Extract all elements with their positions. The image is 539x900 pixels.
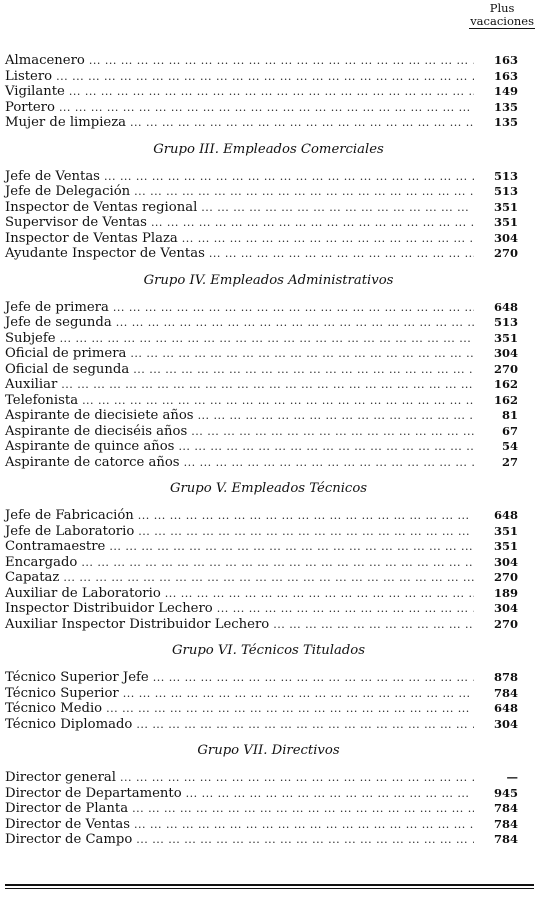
dot-leader [106, 701, 474, 717]
table-row [5, 377, 518, 393]
table-row [5, 100, 518, 116]
plus-vacaciones-value: 54 [501, 439, 518, 453]
job-title: Almacenero [5, 53, 85, 68]
dot-leader [81, 555, 474, 571]
job-title: Aspirante de dieciséis años [5, 423, 188, 439]
job-title: Vigilante [5, 84, 65, 99]
table-row [5, 701, 518, 717]
job-title: Oficial de segunda [5, 361, 130, 377]
plus-vacaciones-value: 270 [493, 616, 518, 631]
table-row [5, 539, 518, 555]
dot-leader [89, 53, 474, 69]
job-title: Mujer de limpieza [5, 115, 127, 130]
plus-vacaciones-value: 513 [493, 184, 518, 198]
plus-vacaciones-value: 81 [501, 408, 518, 422]
dot-leader [113, 300, 474, 316]
plus-vacaciones-value: 784 [493, 801, 518, 815]
dot-leader [186, 786, 474, 802]
table-row [5, 331, 518, 347]
column-header [469, 2, 535, 29]
job-title: Técnico Superior [5, 685, 119, 701]
dot-leader [63, 570, 474, 586]
dot-leader [178, 439, 474, 455]
job-title: Director de Departamento [5, 785, 182, 801]
table-row [5, 817, 518, 833]
dot-leader [153, 670, 474, 686]
table-row [5, 231, 518, 247]
plus-vacaciones-value: 304 [493, 346, 518, 360]
job-title: Auxiliar [5, 377, 58, 392]
plus-vacaciones-value: 513 [493, 315, 518, 329]
plus-vacaciones-value: 351 [493, 539, 518, 553]
column-header-line2: vacaciones [470, 14, 534, 28]
dot-leader [273, 617, 474, 633]
table-row [5, 362, 518, 378]
table-row [5, 570, 518, 586]
dot-leader [209, 246, 474, 262]
job-title: Oficial de primera [5, 346, 127, 361]
table-row [5, 115, 518, 131]
dot-leader [198, 408, 474, 424]
job-title: Aspirante de diecisiete años [5, 408, 194, 423]
dot-leader [217, 601, 474, 617]
table-row [5, 84, 518, 100]
salary-table [5, 53, 518, 848]
job-title: Director general [5, 770, 116, 785]
job-title: Director de Campo [5, 832, 133, 847]
plus-vacaciones-value: 351 [493, 523, 518, 538]
table-row [5, 555, 518, 571]
plus-vacaciones-value: 784 [493, 816, 518, 831]
plus-vacaciones-value: 784 [493, 832, 518, 846]
plus-vacaciones-value: 513 [493, 168, 518, 183]
plus-vacaciones-value: 189 [493, 585, 518, 600]
job-title: Jefe de primera [5, 299, 109, 315]
dot-leader [201, 200, 474, 216]
job-title: Portero [5, 99, 55, 115]
plus-vacaciones-value: 27 [501, 454, 518, 469]
plus-vacaciones-value: 304 [493, 601, 518, 615]
table-row [5, 832, 518, 848]
dot-leader [120, 770, 474, 786]
dot-leader [133, 362, 474, 378]
dot-leader [109, 539, 474, 555]
plus-vacaciones-value: 162 [493, 377, 518, 391]
dot-leader [138, 524, 474, 540]
table-row [5, 617, 518, 633]
table-row [5, 524, 518, 540]
plus-vacaciones-value: 304 [493, 554, 518, 569]
job-title: Jefe de Ventas [5, 168, 100, 184]
table-row [5, 315, 518, 331]
table-row [5, 393, 518, 409]
job-title: Encargado [5, 554, 78, 570]
table-row [5, 686, 518, 702]
table-row [5, 770, 518, 786]
job-title: Capataz [5, 570, 60, 585]
job-title: Aspirante de catorce años [5, 454, 180, 470]
dot-leader [134, 184, 474, 200]
dot-leader [116, 315, 474, 331]
job-title: Técnico Superior Jefe [5, 670, 149, 685]
job-title: Director de Planta [5, 801, 129, 816]
job-title: Inspector Distribuidor Lechero [5, 601, 213, 616]
job-title: Jefe de segunda [5, 315, 112, 330]
job-title: Jefe de Fabricación [5, 508, 134, 523]
plus-vacaciones-value: 270 [493, 361, 518, 376]
dot-leader [138, 508, 474, 524]
dot-leader [123, 686, 474, 702]
plus-vacaciones-value: 945 [493, 785, 518, 800]
plus-vacaciones-value: 270 [493, 570, 518, 584]
job-title: Aspirante de quince años [5, 439, 175, 454]
job-title: Auxiliar de Laboratorio [5, 585, 161, 601]
plus-vacaciones-value: 648 [493, 701, 518, 715]
plus-vacaciones-value: 162 [493, 392, 518, 407]
table-row [5, 53, 518, 69]
dot-leader [132, 801, 474, 817]
dot-leader [60, 331, 474, 347]
table-row [5, 169, 518, 185]
table-row [5, 246, 518, 262]
job-title: Contramaestre [5, 539, 106, 554]
dot-leader [134, 817, 474, 833]
job-title: Subjefe [5, 330, 56, 346]
table-row [5, 508, 518, 524]
dot-leader [69, 84, 474, 100]
plus-vacaciones-value: 648 [493, 299, 518, 314]
group-title: Grupo V. Empleados Técnicos [169, 481, 368, 496]
dot-leader [56, 69, 474, 85]
dot-leader [82, 393, 474, 409]
dot-leader [104, 169, 474, 185]
job-title: Técnico Diplomado [5, 716, 133, 732]
table-row [5, 215, 518, 231]
table-row [5, 717, 518, 733]
table-row [5, 346, 518, 362]
plus-vacaciones-value: 135 [493, 115, 518, 129]
table-row [5, 200, 518, 216]
dot-leader [184, 455, 474, 471]
dot-leader [165, 586, 474, 602]
plus-vacaciones-value: 304 [493, 230, 518, 245]
table-row [5, 424, 518, 440]
plus-vacaciones-value: 304 [493, 716, 518, 731]
job-title: Jefe de Delegación [5, 184, 131, 199]
dot-leader [151, 215, 474, 231]
job-title: Listero [5, 68, 53, 84]
table-row [5, 786, 518, 802]
job-title: Jefe de Laboratorio [5, 523, 135, 539]
plus-vacaciones-value: 135 [493, 99, 518, 114]
job-title: Inspector de Ventas regional [5, 199, 198, 215]
job-title: Director de Ventas [5, 816, 130, 832]
dot-leader [61, 377, 474, 393]
table-row [5, 300, 518, 316]
table-row [5, 455, 518, 471]
group-title: Grupo IV. Empleados Administrativos [143, 272, 394, 288]
group-title: Grupo VI. Técnicos Titulados [171, 643, 365, 658]
dot-leader [130, 346, 474, 362]
dot-leader [130, 115, 474, 131]
plus-vacaciones-value: 878 [493, 670, 518, 684]
plus-vacaciones-value: 149 [493, 84, 518, 98]
plus-vacaciones-value: 648 [493, 508, 518, 522]
job-title: Supervisor de Ventas [5, 215, 147, 230]
plus-vacaciones-value: 163 [493, 68, 518, 83]
plus-vacaciones-value: 163 [493, 53, 518, 67]
group-title: Grupo III. Empleados Comerciales [153, 141, 384, 157]
job-title: Técnico Medio [5, 701, 103, 716]
dot-leader [59, 100, 474, 116]
table-row [5, 439, 518, 455]
table-row [5, 69, 518, 85]
plus-vacaciones-value: 351 [493, 199, 518, 214]
table-row [5, 801, 518, 817]
job-title: Ayudante Inspector de Ventas [5, 246, 205, 261]
table-row [5, 408, 518, 424]
dot-leader [136, 832, 474, 848]
table-row [5, 586, 518, 602]
plus-vacaciones-value: 270 [493, 246, 518, 260]
group-title: Grupo VII. Directivos [197, 743, 340, 758]
plus-vacaciones-value: — [506, 770, 518, 784]
column-header-line1: Plus [489, 1, 515, 15]
plus-vacaciones-value: 351 [493, 215, 518, 229]
dot-leader [136, 717, 474, 733]
table-row [5, 670, 518, 686]
dot-leader [182, 231, 474, 247]
job-title: Telefonista [5, 392, 79, 408]
dot-leader [191, 424, 474, 440]
plus-vacaciones-value: 784 [493, 685, 518, 700]
plus-vacaciones-value: 351 [493, 330, 518, 345]
job-title: Inspector de Ventas Plaza [5, 230, 178, 246]
job-title: Auxiliar Inspector Distribuidor Lechero [5, 616, 270, 632]
table-row [5, 184, 518, 200]
table-row [5, 601, 518, 617]
plus-vacaciones-value: 67 [501, 423, 518, 438]
